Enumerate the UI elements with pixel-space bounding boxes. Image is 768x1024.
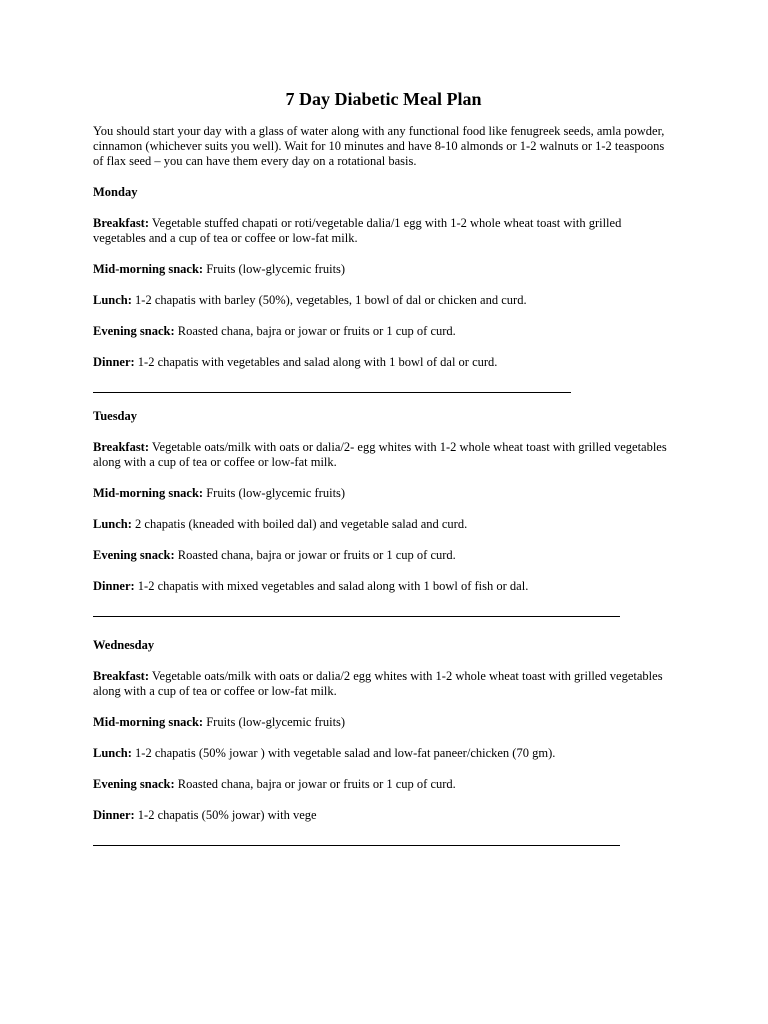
page-title: 7 Day Diabetic Meal Plan bbox=[285, 89, 482, 109]
section-divider bbox=[93, 616, 620, 617]
meal-label: Evening snack: bbox=[93, 548, 175, 562]
meal-tuesday-dinner bbox=[93, 579, 674, 594]
meal-wednesday-dinner bbox=[93, 808, 674, 823]
meal-tuesday-evening bbox=[93, 548, 674, 563]
section-divider bbox=[93, 392, 571, 393]
day-heading-monday: Monday bbox=[93, 185, 138, 199]
meal-wednesday-lunch bbox=[93, 746, 674, 761]
meal-text: Vegetable stuffed chapati or roti/vegetable dalia/1 egg with 1-2 whole wheat toast with grilled vegetables and a cup of tea or coffee or low-fat milk. bbox=[93, 216, 622, 245]
meal-label: Breakfast: bbox=[93, 440, 150, 454]
meal-label: Mid-morning snack: bbox=[93, 262, 204, 276]
meal-text: 1-2 chapatis with vegetables and salad along with 1 bowl of dal or curd. bbox=[134, 355, 498, 369]
meal-label: Lunch: bbox=[93, 293, 132, 307]
meal-text: Roasted chana, bajra or jowar or fruits or 1 cup of curd. bbox=[174, 324, 456, 338]
meal-label: Mid-morning snack: bbox=[93, 486, 204, 500]
meal-monday-dinner bbox=[93, 355, 674, 370]
meal-label: Breakfast: bbox=[93, 216, 150, 230]
meal-label: Dinner: bbox=[93, 355, 135, 369]
meal-text: 2 chapatis (kneaded with boiled dal) and vegetable salad and curd. bbox=[131, 517, 468, 531]
meal-monday-lunch bbox=[93, 293, 674, 308]
meal-label: Breakfast: bbox=[93, 669, 150, 683]
meal-text: 1-2 chapatis with mixed vegetables and salad along with 1 bowl of fish or dal. bbox=[134, 579, 529, 593]
meal-tuesday-snack bbox=[93, 486, 674, 501]
intro-paragraph: You should start your day with a glass of water along with any functional food like fenugreek seeds, amla powder, cinnamon (whichever suits you well). Wait for 10 minutes and have 8-10 almonds or 1-2 walnuts or 1-2 teaspoons of flax seed – you can have them every day on a rotational basis. bbox=[93, 124, 665, 168]
meal-label: Lunch: bbox=[93, 517, 132, 531]
meal-text: Fruits (low-glycemic fruits) bbox=[203, 486, 346, 500]
meal-label: Lunch: bbox=[93, 746, 132, 760]
meal-monday-breakfast bbox=[93, 216, 674, 246]
day-heading-tuesday: Tuesday bbox=[93, 409, 138, 423]
meal-label: Mid-morning snack: bbox=[93, 715, 204, 729]
meal-wednesday-evening bbox=[93, 777, 674, 792]
meal-monday-evening bbox=[93, 324, 674, 339]
meal-tuesday-breakfast bbox=[93, 440, 674, 470]
meal-tuesday-lunch bbox=[93, 517, 674, 532]
meal-text: 1-2 chapatis (50% jowar) with vege bbox=[134, 808, 317, 822]
meal-text: Fruits (low-glycemic fruits) bbox=[203, 262, 346, 276]
day-heading-wednesday: Wednesday bbox=[93, 638, 155, 652]
meal-text: Vegetable oats/milk with oats or dalia/2- egg whites with 1-2 whole wheat toast with grilled vegetables along with a cup of tea or coffee or low-fat milk. bbox=[93, 440, 667, 469]
meal-text: Roasted chana, bajra or jowar or fruits or 1 cup of curd. bbox=[174, 777, 456, 791]
meal-label: Dinner: bbox=[93, 808, 135, 822]
meal-wednesday-breakfast bbox=[93, 669, 674, 699]
meal-text: 1-2 chapatis (50% jowar ) with vegetable salad and low-fat paneer/chicken (70 gm). bbox=[131, 746, 556, 760]
meal-wednesday-snack bbox=[93, 715, 674, 730]
meal-label: Evening snack: bbox=[93, 777, 175, 791]
meal-label: Evening snack: bbox=[93, 324, 175, 338]
section-divider bbox=[93, 845, 620, 846]
meal-text: Fruits (low-glycemic fruits) bbox=[203, 715, 346, 729]
meal-text: 1-2 chapatis with barley (50%), vegetables, 1 bowl of dal or chicken and curd. bbox=[131, 293, 527, 307]
meal-text: Vegetable oats/milk with oats or dalia/2 egg whites with 1-2 whole wheat toast with grilled vegetables along with a cup of tea or coffee or low-fat milk. bbox=[93, 669, 663, 698]
meal-label: Dinner: bbox=[93, 579, 135, 593]
meal-monday-snack bbox=[93, 262, 674, 277]
meal-text: Roasted chana, bajra or jowar or fruits or 1 cup of curd. bbox=[174, 548, 456, 562]
